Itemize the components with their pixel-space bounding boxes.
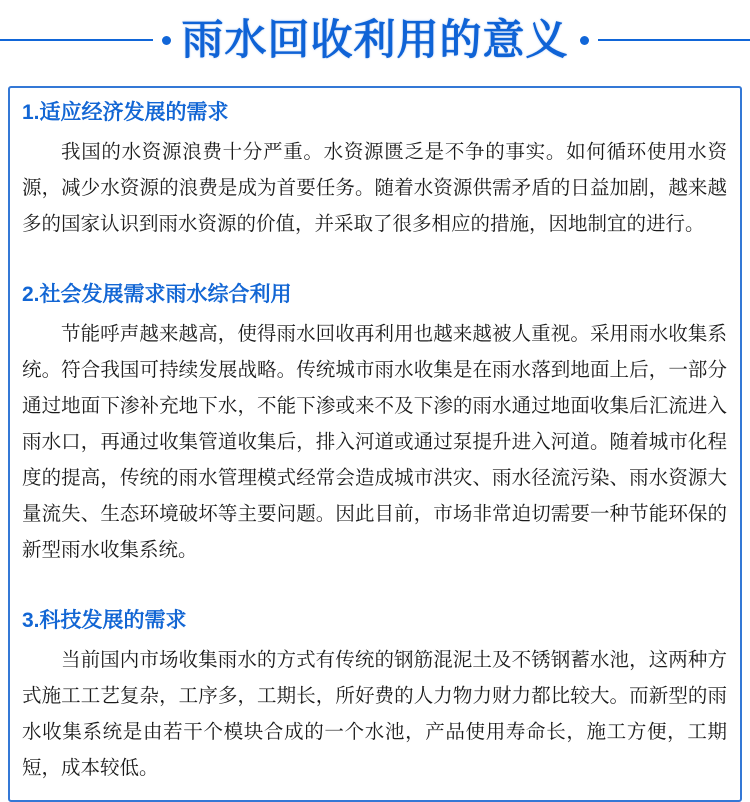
title-banner bbox=[0, 10, 750, 70]
title-dot-right bbox=[580, 36, 589, 45]
section-technology-need bbox=[22, 608, 727, 786]
title-dot-left bbox=[162, 36, 171, 45]
section-heading: 3.科技发展的需求 bbox=[22, 609, 187, 632]
page-title: 雨水回收利用的意义 bbox=[181, 16, 569, 63]
section-economic-need bbox=[22, 100, 727, 242]
section-body: 当前国内市场收集雨水的方式有传统的钢筋混泥土及不锈钢蓄水池，这两种方式施工工艺复杂，工序多，工期长，所好费的人力物力财力都比较大。而新型的雨水收集系统是由若干个模块合成的一个水池，产品使用寿命长，施工方便，工期短，成本较低。 bbox=[22, 649, 727, 779]
section-heading: 2.社会发展需求雨水综合利用 bbox=[22, 283, 292, 306]
section-body: 我国的水资源浪费十分严重。水资源匮乏是不争的事实。如何循环使用水资源，减少水资源的浪费是成为首要任务。随着水资源供需矛盾的日益加剧，越来越多的国家认识到雨水资源的价值，并采取了很多相应的措施，因地制宜的进行。 bbox=[22, 141, 727, 235]
section-social-need bbox=[22, 282, 727, 568]
content-box bbox=[8, 86, 742, 802]
title-rule-right bbox=[598, 39, 750, 41]
section-heading: 1.适应经济发展的需求 bbox=[22, 101, 229, 124]
section-body: 节能呼声越来越高，使得雨水回收再利用也越来越被人重视。采用雨水收集系统。符合我国可持续发展战略。传统城市雨水收集是在雨水落到地面上后，一部分通过地面下渗补充地下水，不能下渗或来不及下渗的雨水通过地面收集后汇流进入雨水口，再通过收集管道收集后，排入河道或通过泵提升进入河道。随着城市化程度的提高，传统的雨水管理模式经常会造成城市洪灾、雨水径流污染、雨水资源大量流失、生态环境破坏等主要问题。因此目前，市场非常迫切需要一种节能环保的新型雨水收集系统。 bbox=[22, 323, 727, 561]
title-rule-left bbox=[0, 39, 153, 41]
